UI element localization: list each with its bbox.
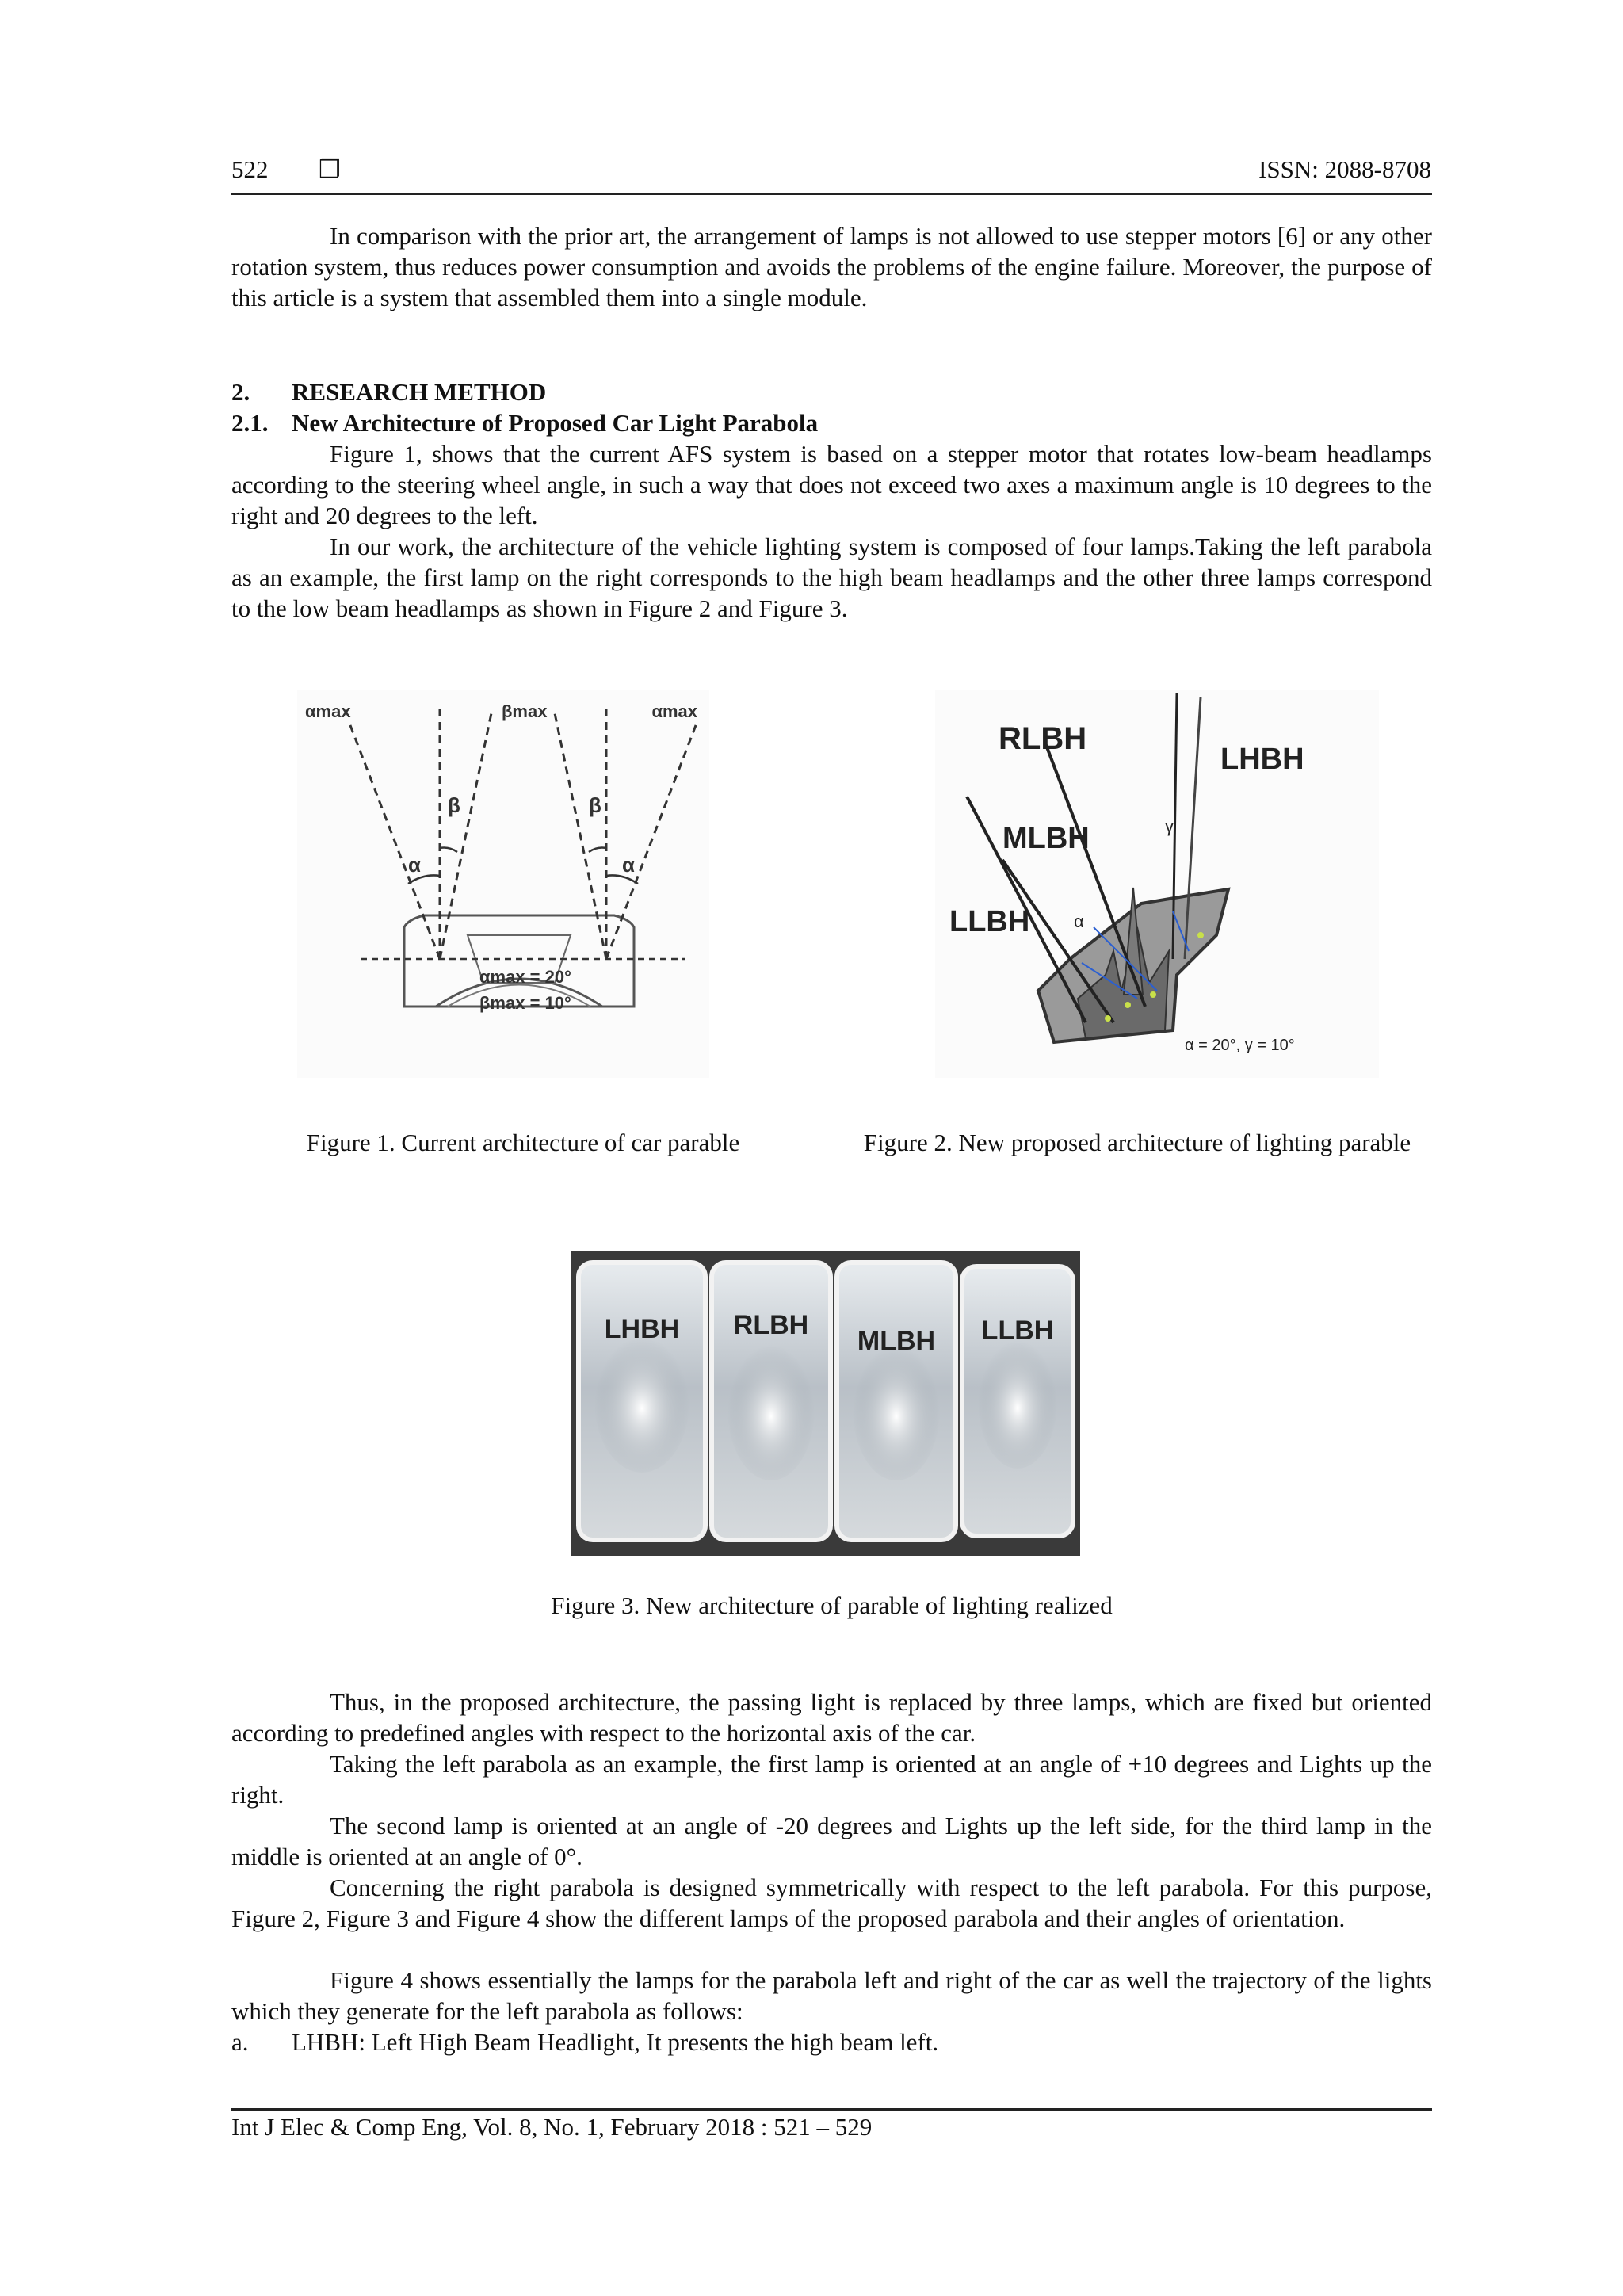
paragraph-intro: In comparison with the prior art, the arrangement of lamps is not allowed to use stepper motors [6] or any other rotation system, thus reduces power consumption and avoids the problems of the engine failure. Moreover, the purpose of this article is a system that assembled them into a single module.	[231, 222, 1432, 311]
paragraph-figure1-desc: Figure 1, shows that the current AFS system is based on a stepper motor that rotates low-beam headlamps according to the steering wheel angle, in such a way that does not exceed two axes a maximum angle is 10 degrees to the right and 20 degrees to the left.	[231, 440, 1432, 529]
section-heading-2	[231, 376, 546, 407]
list-marker: a.	[231, 2028, 249, 2056]
subsection-title: New Architecture of Proposed Car Light Parabola	[292, 409, 819, 437]
angle-legend: α = 20°, γ = 10°	[1185, 1037, 1295, 1054]
paragraph-proposed: Thus, in the proposed architecture, the passing light is replaced by three lamps, which are fixed but oriented according to predefined angles with respect to the horizontal axis of the car.	[231, 1688, 1432, 1747]
figure3-caption: Figure 3. New architecture of parable of lighting realized	[551, 1591, 1113, 1619]
footer-rule	[231, 2108, 1432, 2111]
paragraph-right-parabola: Concerning the right parabola is designed symmetrically with respect to the left parabola. For this purpose, Figure 2, Figure 3 and Figure 4 show the different lamps of the proposed parabola and their angles of orientation.	[231, 1874, 1432, 1932]
beta-max-label: βmax	[502, 701, 548, 721]
paragraph-architecture: In our work, the architecture of the vehicle lighting system is composed of four lamps.Taking the left parabola as an example, the first lamp on the right corresponds to the high beam headlamps and the other three lamps correspond to the low beam headlamps as shown in Figure 2 and Figure 3.	[231, 533, 1432, 622]
section-number: 2.	[231, 378, 250, 406]
label-mlbh: MLBH	[1002, 822, 1090, 855]
photo-label-lhbh: LHBH	[604, 1314, 680, 1344]
paragraph-first-lamp: Taking the left parabola as an example, the first lamp is oriented at an angle of +10 degrees and Lights up the right.	[231, 1750, 1432, 1809]
label-llbh: LLBH	[949, 905, 1030, 938]
beta-label-left: β	[448, 793, 460, 817]
figure2-diagram	[935, 690, 1379, 1078]
photo-label-rlbh: RLBH	[733, 1310, 809, 1340]
box-icon: ❒	[319, 155, 341, 183]
figure3-photo	[571, 1251, 1080, 1556]
alpha-max-label-left: αmax	[305, 701, 351, 721]
paragraph-second-lamp: The second lamp is oriented at an angle of -20 degrees and Lights up the left side, for the third lamp in the middle is oriented at an angle of 0°.	[231, 1812, 1432, 1870]
label-rlbh: RLBH	[999, 721, 1087, 756]
figure1-diagram	[297, 690, 709, 1078]
beta-max-value: βmax = 10°	[479, 993, 571, 1013]
section-title: RESEARCH METHOD	[292, 378, 547, 406]
list-item	[231, 2027, 938, 2057]
label-lhbh: LHBH	[1220, 743, 1304, 776]
subsection-number: 2.1.	[231, 409, 269, 437]
header-rule	[231, 193, 1432, 195]
section-heading-2-1	[231, 407, 818, 438]
photo-label-mlbh: MLBH	[857, 1326, 936, 1356]
photo-label-llbh: LLBH	[981, 1316, 1054, 1346]
gamma-label: γ	[1165, 816, 1174, 836]
journal-citation: Int J Elec & Comp Eng, Vol. 8, No. 1, February 2018 : 521 – 529	[231, 2113, 873, 2141]
alpha-max-value: αmax = 20°	[479, 967, 571, 987]
figure2-caption: Figure 2. New proposed architecture of lighting parable	[863, 1129, 1411, 1156]
beta-label-right: β	[589, 793, 601, 817]
figure1-caption: Figure 1. Current architecture of car parable	[306, 1129, 740, 1156]
page-number: 522	[231, 155, 269, 183]
issn: ISSN: 2088-8708	[1258, 155, 1431, 183]
list-item-text: LHBH: Left High Beam Headlight, It presents the high beam left.	[292, 2028, 939, 2056]
alpha-max-label-right: αmax	[651, 701, 697, 721]
alpha-label-left: α	[408, 853, 421, 877]
paragraph-figure4: Figure 4 shows essentially the lamps for the parabola left and right of the car as well the trajectory of the lights which they generate for the left parabola as follows:	[231, 1966, 1432, 2025]
alpha-label: α	[1074, 911, 1084, 931]
alpha-label-right: α	[622, 853, 635, 877]
